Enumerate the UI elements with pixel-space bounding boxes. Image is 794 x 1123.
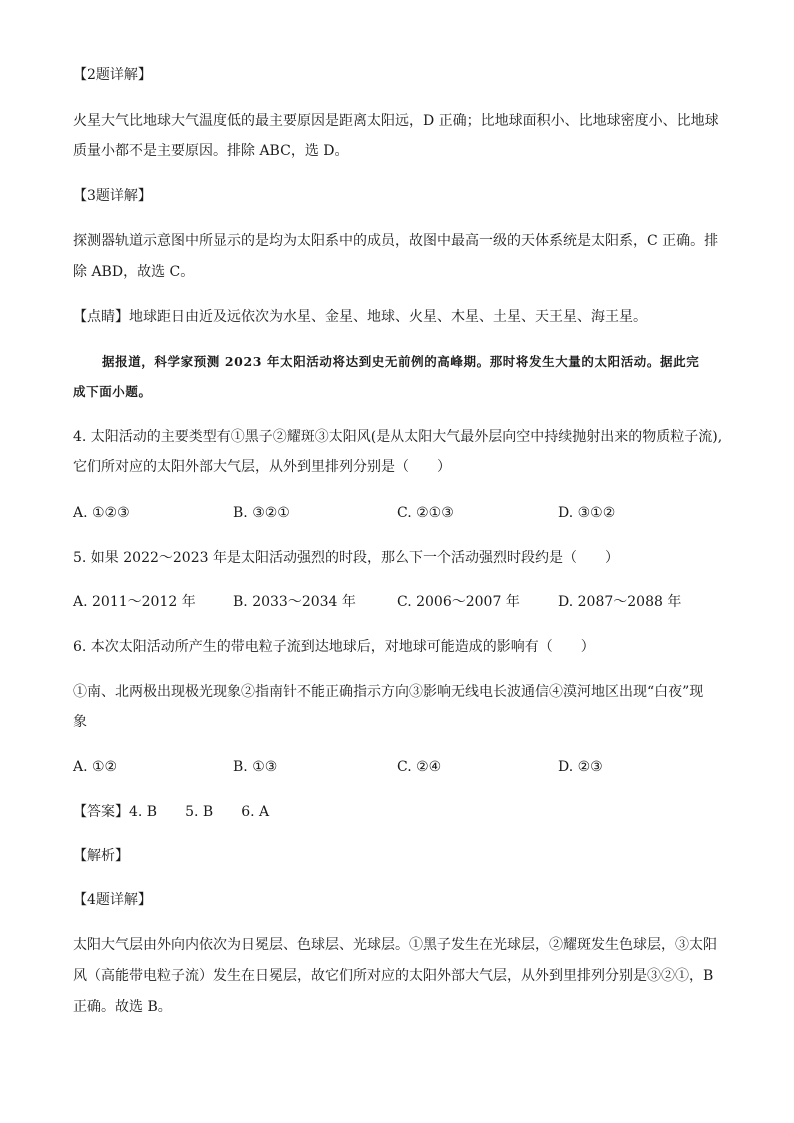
q3-heading: 【3题详解】: [73, 188, 152, 204]
q6-option-d: D. ②③: [558, 759, 603, 775]
tip-line: 【点睛】地球距日由近及远依次为水星、金星、地球、火星、木星、土星、天王星、海王星。: [73, 309, 647, 325]
q4-option-d: D. ③①②: [558, 505, 616, 521]
q6-items-line-2: 象: [73, 714, 87, 730]
passage-line-1: 据报道，科学家预测 2023 年太阳活动将达到史无前例的高峰期。那时将发生大量的太阳活动。据此完: [102, 354, 700, 369]
q5-option-b: B. 2033～2034 年: [233, 594, 356, 610]
q2-line-1: 火星大气比地球大气温度低的最主要原因是距离太阳远，D 正确；比地球面积小、比地球密度小、比地球: [73, 113, 719, 129]
q2-line-2: 质量小都不是主要原因。排除 ABC，选 D。: [73, 143, 349, 159]
q5-option-c: C. 2006～2007 年: [397, 594, 520, 610]
q3-line-2: 除 ABD，故选 C。: [73, 264, 195, 280]
q4-option-b: B. ③②①: [233, 505, 290, 521]
q4-detail-line-3: 正确。故选 B。: [73, 999, 172, 1015]
q2-heading: 【2题详解】: [73, 67, 152, 83]
q4-option-c: C. ②①③: [397, 505, 454, 521]
q3-line-1: 探测器轨道示意图中所显示的是均为太阳系中的成员，故图中最高一级的天体系统是太阳系，C 正确。排: [73, 233, 719, 249]
q4-detail-line-1: 太阳大气层由外向内依次为日冕层、色球层、光球层。①黑子发生在光球层，②耀斑发生色球层，③太阳: [73, 937, 717, 953]
answer-line: 【答案】4. B 5. B 6. A: [73, 804, 270, 820]
q4-stem-line-2: 它们所对应的太阳外部大气层，从外到里排列分别是（ ）: [73, 459, 451, 475]
analysis-heading: 【解析】: [73, 848, 129, 864]
q4-detail-heading: 【4题详解】: [73, 892, 152, 908]
q6-option-c: C. ②④: [397, 759, 442, 775]
q6-option-b: B. ①③: [233, 759, 278, 775]
q4-option-a: A. ①②③: [73, 505, 130, 521]
q5-option-a: A. 2011～2012 年: [73, 594, 196, 610]
q6-option-a: A. ①②: [73, 759, 118, 775]
q4-stem-line-1: 4. 太阳活动的主要类型有①黑子②耀斑③太阳风(是从太阳大气最外层向空中持续抛射出来的物质粒子流),: [73, 429, 723, 445]
q6-items-line-1: ①南、北两极出现极光现象②指南针不能正确指示方向③影响无线电长波通信④漠河地区出现“白夜”现: [73, 684, 704, 700]
passage-line-2: 成下面小题。: [73, 384, 152, 399]
q5-stem: 5. 如果 2022～2023 年是太阳活动强烈的时段，那么下一个活动强烈时段约是（ ）: [73, 550, 619, 566]
q5-option-d: D. 2087～2088 年: [558, 594, 682, 610]
q4-detail-line-2: 风（高能带电粒子流）发生在日冕层，故它们所对应的太阳外部大气层，从外到里排列分别是③②①，B: [73, 968, 714, 984]
q6-stem: 6. 本次太阳活动所产生的带电粒子流到达地球后，对地球可能造成的影响有（ ）: [73, 639, 595, 655]
